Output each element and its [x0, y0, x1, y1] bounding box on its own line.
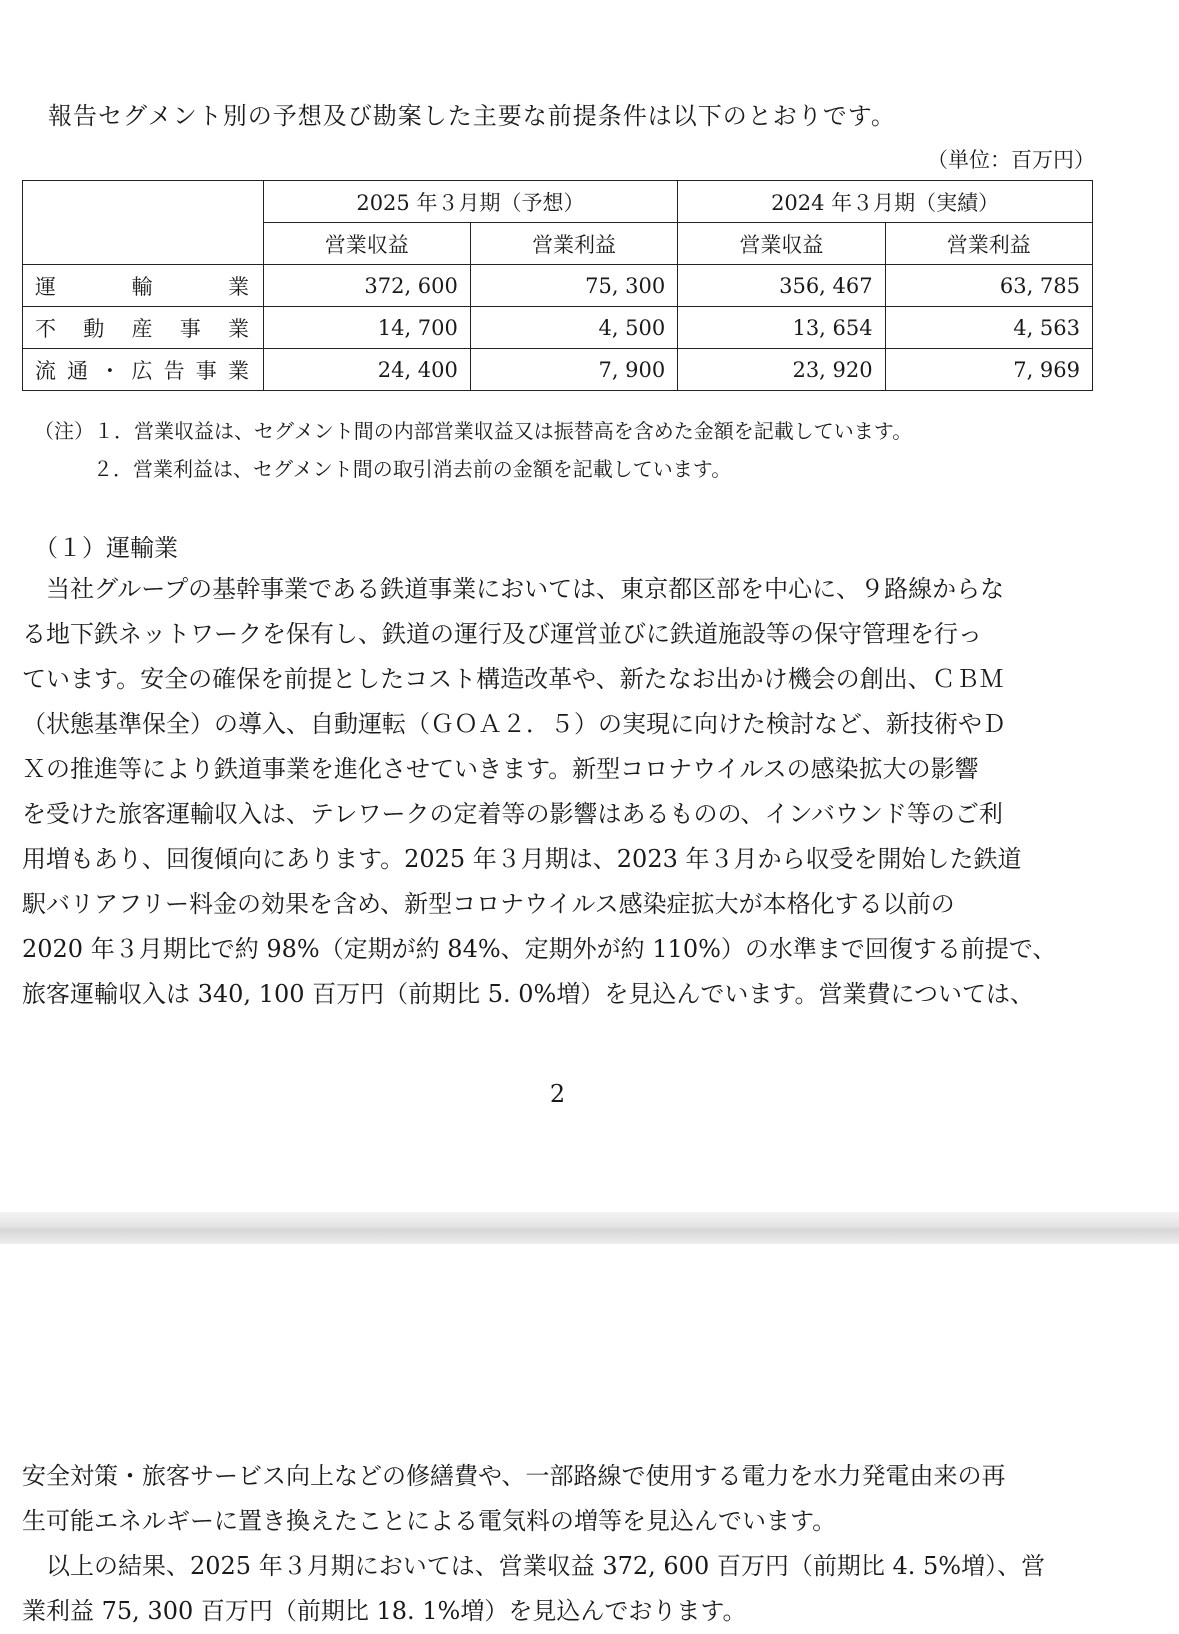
row-label-char: ・ [99, 358, 121, 383]
row-label-char: 不 [35, 316, 56, 341]
cell-value: 4, 500 [470, 307, 677, 349]
row-label-char: 事 [195, 358, 217, 383]
table-row [23, 349, 1093, 391]
row-label-char: 輸 [131, 274, 153, 299]
section-heading: （１）運輸業 [34, 534, 178, 562]
table-row [23, 265, 1093, 307]
text-line: 旅客運輸収入は 340, 100 百万円（前期比 5. 0%増）を見込んでいます。営業費については、 [22, 980, 1034, 1008]
cell-value: 23, 920 [678, 349, 885, 391]
row-label-char: 広 [131, 358, 153, 383]
cell-value: 7, 900 [470, 349, 677, 391]
row-label-transport [23, 265, 264, 307]
text-line: を受けた旅客運輸収入は、テレワークの定着等の影響はあるものの、インバウンド等のご利 [22, 800, 1003, 828]
text-line: （状態基準保全）の導入、自動運転（ＧＯＡ２．５）の実現に向けた検討など、新技術やＤ [22, 710, 1006, 738]
row-label-char: 産 [131, 316, 153, 341]
text-line: 当社グループの基幹事業である鉄道事業においては、東京都区部を中心に、９路線からな [22, 575, 1005, 603]
table-corner-cell [23, 181, 264, 265]
cell-value: 13, 654 [678, 307, 885, 349]
cell-value: 7, 969 [885, 349, 1092, 391]
row-label-char: 事 [179, 316, 201, 341]
text-line: 生可能エネルギーに置き換えたことによる電気料の増等を見込んでいます。 [22, 1507, 837, 1535]
table-header-row-1 [23, 181, 1093, 223]
page-separator [0, 1212, 1179, 1244]
intro-text: 報告セグメント別の予想及び勘案した主要な前提条件は以下のとおりです。 [48, 102, 896, 130]
note-1: （注）１．営業収益は、セグメント間の内部営業収益又は振替高を含めた金額を記載しています。 [34, 419, 913, 443]
paragraph-continued [22, 1454, 1045, 1634]
row-label-char: 運 [35, 274, 56, 299]
unit-label: （単位：百万円） [927, 148, 1095, 172]
row-label-char: 業 [228, 316, 249, 341]
segment-table [22, 180, 1093, 391]
text-line: 駅バリアフリー料金の効果を含め、新型コロナウイルス感染症拡大が本格化する以前の [22, 890, 955, 918]
text-line: 用増もあり、回復傾向にあります。2025 年３月期は、2023 年３月から収受を開始した鉄道 [22, 845, 1022, 873]
row-label-char: 通 [67, 358, 89, 383]
cell-value: 356, 467 [678, 265, 885, 307]
row-label-distribution-ads [23, 349, 264, 391]
cell-value: 372, 600 [263, 265, 470, 307]
cell-value: 4, 563 [885, 307, 1092, 349]
table-row [23, 307, 1093, 349]
note-2: ２．営業利益は、セグメント間の取引消去前の金額を記載しています。 [93, 457, 732, 481]
row-label-char: 告 [163, 358, 185, 383]
cell-value: 14, 700 [263, 307, 470, 349]
text-line: 以上の結果、2025 年３月期においては、営業収益 372, 600 百万円（前期比 4. 5%増）、営 [22, 1552, 1046, 1580]
page-number: 2 [549, 1080, 566, 1108]
header-actual-period: 2024 年３月期（実績） [678, 181, 1093, 223]
row-label-char: 業 [227, 358, 249, 383]
text-line: Ｘの推進等により鉄道事業を進化させていきます。新型コロナウイルスの感染拡大の影響 [22, 755, 979, 783]
text-line: 安全対策・旅客サービス向上などの修繕費や、一部路線で使用する電力を水力発電由来の再 [22, 1462, 1006, 1490]
row-label-char: 動 [83, 316, 105, 341]
header-forecast-revenue: 営業収益 [263, 223, 470, 265]
cell-value: 75, 300 [470, 265, 677, 307]
header-forecast-profit: 営業利益 [470, 223, 677, 265]
row-label-char: 業 [228, 274, 249, 299]
table-notes [34, 412, 912, 488]
cell-value: 63, 785 [885, 265, 1092, 307]
header-forecast-period: 2025 年３月期（予想） [263, 181, 678, 223]
text-line: 業利益 75, 300 百万円（前期比 18. 1%増）を見込んでおります。 [22, 1597, 747, 1625]
header-actual-revenue: 営業収益 [678, 223, 885, 265]
text-line: ています。安全の確保を前提としたコスト構造改革や、新たなお出かけ機会の創出、ＣＢＭ [22, 665, 1004, 693]
cell-value: 24, 400 [263, 349, 470, 391]
text-line: 2020 年３月期比で約 98%（定期が約 84%、定期外が約 110%）の水準まで回復する前提で、 [22, 935, 1057, 963]
header-actual-profit: 営業利益 [885, 223, 1092, 265]
paragraph-transport [22, 567, 1056, 1017]
row-label-real-estate [23, 307, 264, 349]
row-label-char: 流 [35, 358, 56, 383]
text-line: る地下鉄ネットワークを保有し、鉄道の運行及び運営並びに鉄道施設等の保守管理を行っ [22, 620, 982, 648]
